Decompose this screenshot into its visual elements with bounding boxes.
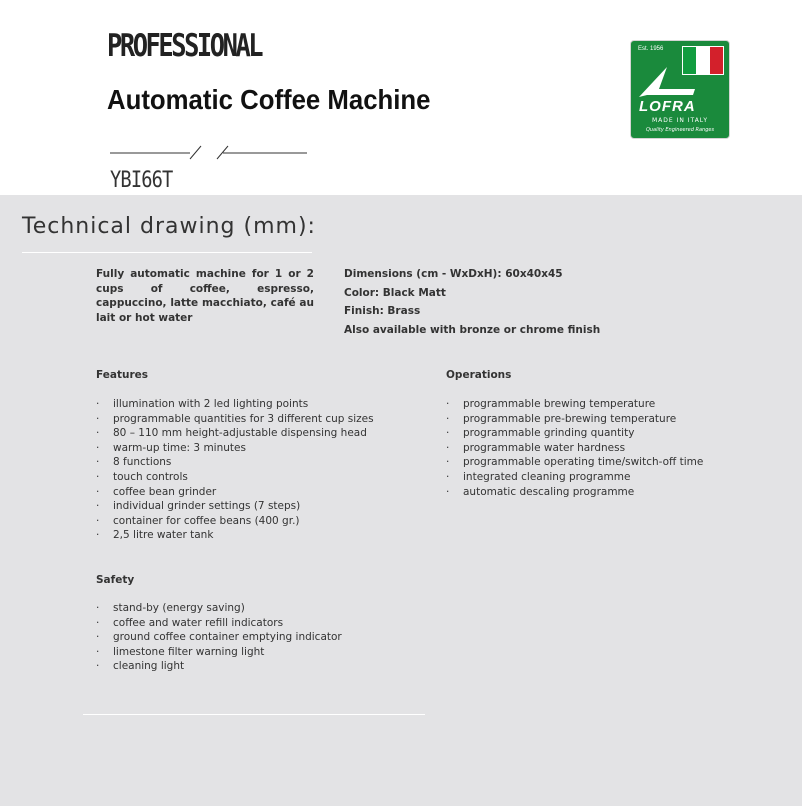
- header: [0, 0, 802, 195]
- list-item: · automatic descaling programme: [446, 485, 703, 500]
- logo-established: Est. 1956: [638, 46, 664, 52]
- spec-finish: Finish: Brass: [344, 305, 421, 317]
- list-item: · integrated cleaning programme: [446, 470, 703, 485]
- features-heading: Features: [96, 369, 148, 381]
- safety-list: [96, 601, 342, 674]
- model-code: YBI66T: [110, 168, 173, 193]
- spec-availability: Also available with bronze or chrome finish: [344, 323, 601, 336]
- divider: [83, 714, 425, 715]
- lofra-logo: [630, 40, 730, 139]
- list-item: · touch controls: [96, 470, 374, 485]
- lofra-swoosh-icon: [637, 63, 697, 99]
- list-item: · 8 functions: [96, 455, 374, 470]
- list-item: · programmable water hardness: [446, 441, 703, 456]
- list-item: · coffee and water refill indicators: [96, 616, 342, 631]
- list-item: · limestone filter warning light: [96, 645, 342, 660]
- divider: [22, 252, 312, 253]
- operations-heading: Operations: [446, 369, 512, 381]
- list-item: · illumination with 2 led lighting points: [96, 397, 374, 412]
- list-item: · cleaning light: [96, 659, 342, 674]
- logo-tagline: Quality Engineered Ranges: [645, 127, 715, 133]
- list-item: · programmable quantities for 3 different cup sizes: [96, 412, 374, 427]
- list-item: · programmable pre-brewing temperature: [446, 412, 703, 427]
- spec-list: [344, 267, 600, 341]
- list-item: · 80 – 110 mm height-adjustable dispensing head: [96, 426, 374, 441]
- list-item: · programmable grinding quantity: [446, 426, 703, 441]
- logo-made-in: MADE IN ITALY: [651, 117, 709, 124]
- list-item: · 2,5 litre water tank: [96, 528, 374, 543]
- list-item: · stand-by (energy saving): [96, 601, 342, 616]
- features-list: [96, 397, 374, 543]
- operations-list: [446, 397, 703, 499]
- spec-dimensions: Dimensions (cm - WxDxH): 60x40x45: [344, 268, 563, 280]
- list-item: · warm-up time: 3 minutes: [96, 441, 374, 456]
- technical-drawing-heading: Technical drawing (mm):: [22, 214, 316, 239]
- page-title: PROFESSIONAL: [107, 28, 262, 64]
- safety-heading: Safety: [96, 574, 135, 586]
- list-item: · programmable brewing temperature: [446, 397, 703, 412]
- page-subtitle: Automatic Coffee Machine: [107, 84, 431, 115]
- list-item: · coffee bean grinder: [96, 485, 374, 500]
- list-item: · container for coffee beans (400 gr.): [96, 514, 374, 529]
- list-item: · ground coffee container emptying indicator: [96, 630, 342, 645]
- divider-slash-icon: [110, 142, 310, 162]
- list-item: · individual grinder settings (7 steps): [96, 499, 374, 514]
- spec-color: Color: Black Matt: [344, 286, 446, 299]
- logo-name: LOFRA: [639, 98, 696, 115]
- product-description: Fully automatic machine for 1 or 2 cups of coffee, espresso, cappuccino, latte macchiato, café au lait or hot water: [96, 268, 314, 325]
- list-item: · programmable operating time/switch-off time: [446, 455, 703, 470]
